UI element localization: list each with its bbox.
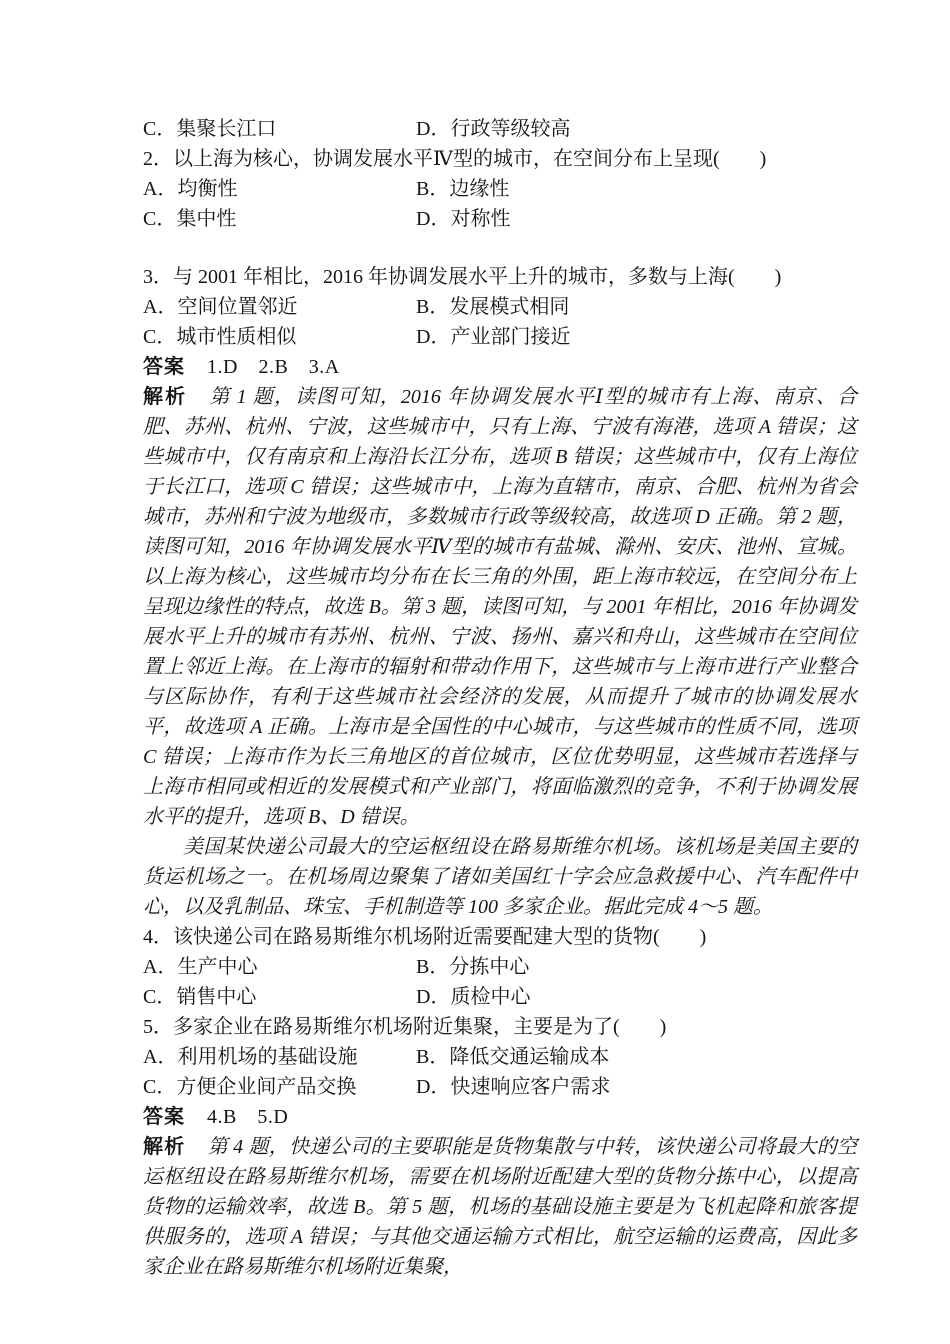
q3-option-a: A．空间位置邻近 [143, 296, 298, 318]
q3-option-b: B．发展模式相同 [416, 296, 570, 318]
q1-option-c: C．集聚长江口 [143, 118, 277, 140]
q1-option-d: D．行政等级较高 [416, 118, 571, 140]
q5-option-a: A．利用机场的基础设施 [143, 1046, 358, 1068]
q5-option-c: C．方便企业间产品交换 [143, 1076, 357, 1098]
q5-options-row-ab [143, 1042, 857, 1072]
analysis-text: 第 4 题，快递公司的主要职能是货物集散与中转，该快递公司将最大的空运枢纽设在路易斯维尔机场，需要在机场附近配建大型的货物分拣中心，以提高货物的运输效率，故选 B。第 5 题，机场的基础设施主要是为飞机起降和旅客提供服务的，选项 A 错误；与其他交通运输方式相比，航空运输的运费高，因此多家企业在路易斯维尔机场附近集聚， [143, 1136, 858, 1278]
q3-options-row-ab [143, 292, 857, 322]
q3-options-row-cd [143, 322, 857, 352]
analysis-paragraph-1 [143, 382, 857, 832]
q2-option-a: A．均衡性 [143, 178, 238, 200]
q4-option-b: B．分拣中心 [416, 956, 530, 978]
analysis-label: 解析 [143, 1136, 186, 1158]
q4-options-row-cd [143, 982, 857, 1012]
q4-stem: 4．该快递公司在路易斯维尔机场附近需要配建大型的货物( ) [143, 926, 707, 948]
answer-values: 1.D 2.B 3.A [207, 356, 340, 378]
q1-options-row-cd [143, 114, 857, 144]
q4-option-c: C．销售中心 [143, 986, 257, 1008]
answer-label: 答案 [143, 1106, 185, 1128]
q5-option-d: D．快速响应客户需求 [416, 1076, 611, 1098]
q2-option-b: B．边缘性 [416, 178, 510, 200]
answer-label: 答案 [143, 356, 185, 378]
answer-values: 4.B 5.D [207, 1106, 289, 1128]
q4-options-row-ab [143, 952, 857, 982]
q5-stem: 5．多家企业在路易斯维尔机场附近集聚，主要是为了( ) [143, 1016, 667, 1038]
q2-option-d: D．对称性 [416, 208, 511, 230]
analysis-paragraph-2 [143, 1132, 857, 1282]
q2-options-row-cd [143, 204, 857, 234]
q2-option-c: C．集中性 [143, 208, 237, 230]
q4-option-a: A．生产中心 [143, 956, 258, 978]
q3-option-d: D．产业部门接近 [416, 326, 571, 348]
q3-option-c: C．城市性质相似 [143, 326, 297, 348]
q2-stem: 2．以上海为核心，协调发展水平Ⅳ型的城市，在空间分布上呈现( ) [143, 148, 767, 170]
q2-options-row-ab [143, 174, 857, 204]
answer-line-1 [143, 352, 857, 382]
answer-line-2 [143, 1102, 857, 1132]
analysis-label: 解析 [143, 386, 188, 408]
reading-material: 美国某快递公司最大的空运枢纽设在路易斯维尔机场。该机场是美国主要的货运机场之一。在机场周边聚集了诸如美国红十字会应急救援中心、汽车配件中心，以及乳制品、珠宝、手机制造等 100 多家企业。据此完成 4～5 题。 [143, 836, 857, 918]
q4-option-d: D．质检中心 [416, 986, 531, 1008]
document-page [143, 114, 857, 1282]
analysis-text: 第 1 题，读图可知，2016 年协调发展水平Ⅰ型的城市有上海、南京、合肥、苏州、杭州、宁波，这些城市中，只有上海、宁波有海港，选项 A 错误；这些城市中，仅有南京和上海沿长江分布，选项 B 错误；这些城市中，仅有上海位于长江口，选项 C 错误；这些城市中，上海为直辖市，南京、合肥、杭州为省会城市，苏州和宁波为地级市，多数城市行政等级较高，故选项 D 正确。第 2 题，读图可知，2016 年协调发展水平Ⅳ型的城市有盐城、滁州、安庆、池州、宣城。以上海为核心，这些城市均分布在长三角的外围，距上海市较远，在空间分布上呈现边缘性的特点，故选 B。第 3 题，读图可知，与 2001 年相比，2016 年协调发展水平上升的城市有苏州、杭州、宁波、扬州、嘉兴和舟山，这些城市在空间位置上邻近上海。在上海市的辐射和带动作用下，这些城市与上海市进行产业整合与区际协作，有利于这些城市社会经济的发展，从而提升了城市的协调发展水平，故选项 A 正确。上海市是全国性的中心城市，与这些城市的性质不同，选项 C 错误；上海市作为长三角地区的首位城市，区位优势明显，这些城市若选择与上海市相同或相近的发展模式和产业部门，将面临激烈的竞争，不利于协调发展水平的提升，选项 B、D 错误。 [143, 386, 858, 828]
q5-option-b: B．降低交通运输成本 [416, 1046, 610, 1068]
q3-stem: 3．与 2001 年相比，2016 年协调发展水平上升的城市，多数与上海( ) [143, 266, 782, 288]
q5-options-row-cd [143, 1072, 857, 1102]
